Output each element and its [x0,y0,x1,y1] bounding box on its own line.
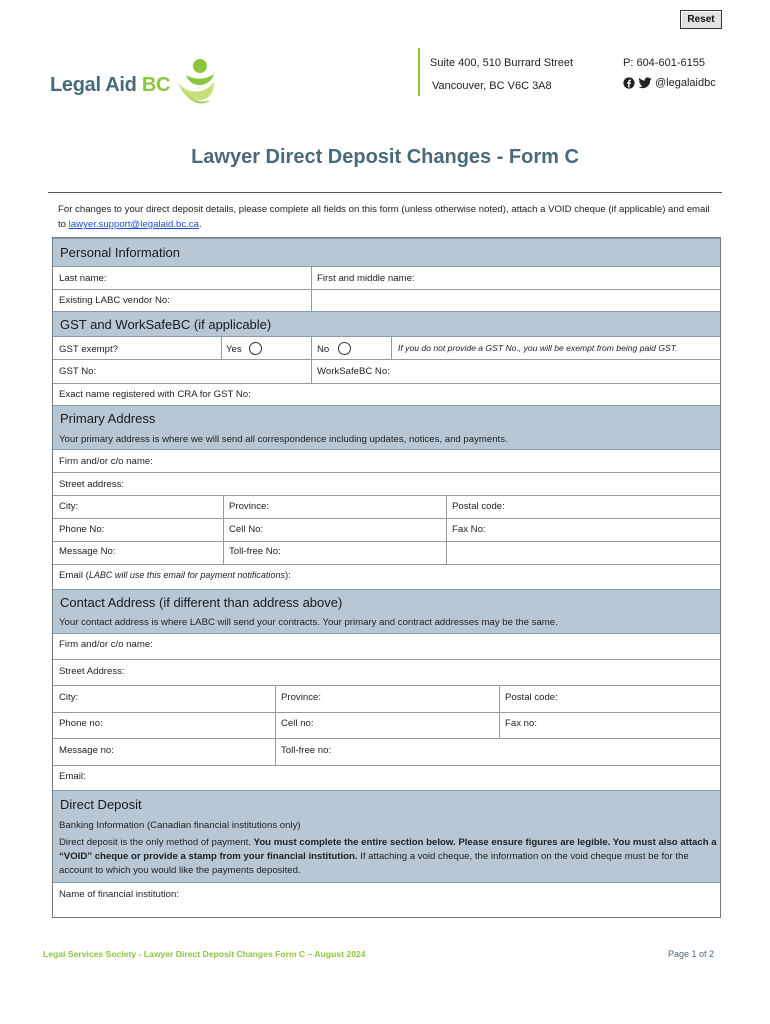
contact-email-field[interactable]: Email: [59,771,86,782]
section-subtext: Your contact address is where LABC will send your contracts. Your primary and contract addresses may be the same. [59,617,558,628]
primary-city-field[interactable]: City: [59,501,79,512]
section-heading: Personal Information [60,245,180,260]
banking-info-label: Banking Information (Canadian financial institutions only) [59,820,301,831]
contact-city-field[interactable]: City: [59,692,79,703]
primary-message-field[interactable]: Message No: [59,546,116,557]
section-heading: Direct Deposit [60,797,142,812]
direct-deposit-instructions: Direct deposit is the only method of payment. You must complete the entire section below. Please ensure figures are legible. You must also attach a “VOID” cheque or provide a stamp from your financial institution. If attaching a void cheque, the information on the void cheque must be for the account to which you would like the payments deposited. [59,837,717,876]
facebook-icon[interactable] [623,77,635,89]
section-contact-address [53,589,720,634]
page-title: Lawyer Direct Deposit Changes - Form C [191,146,579,168]
contact-street-field[interactable]: Street Address: [59,666,125,677]
section-heading: Primary Address [60,411,156,426]
twitter-icon[interactable] [638,77,652,89]
social-links [623,77,716,89]
primary-phone-field[interactable]: Phone No: [59,524,105,535]
section-subtext: Your primary address is where we will send all correspondence including updates, notices, and payments. [59,434,508,445]
primary-email-field[interactable]: Email (LABC will use this email for payment notifications): [59,570,291,581]
contact-fax-field[interactable]: Fax no: [505,718,537,729]
section-heading: GST and WorkSafeBC (if applicable) [60,317,272,332]
intro-text: For changes to your direct deposit details, please complete all fields on this form (unless otherwise noted), attach a VOID cheque (if applicable) and email to lawyer.support@legalaid.bc.ca. [58,204,710,230]
primary-fax-field[interactable]: Fax No: [452,524,486,535]
contact-phone-field[interactable]: Phone no: [59,718,103,729]
primary-firm-field[interactable]: Firm and/or c/o name: [59,456,153,467]
contact-province-field[interactable]: Province: [281,692,321,703]
gst-exempt-no-label: No [317,344,330,355]
logo-figure-icon [172,58,216,112]
first-middle-name-field[interactable]: First and middle name: [317,273,415,284]
gst-note: If you do not provide a GST No., you will be exempt from being paid GST. [398,343,678,353]
reset-button[interactable]: Reset [680,10,722,29]
address-line-1: Suite 400, 510 Burrard Street [430,57,574,69]
social-handle[interactable]: @legalaidbc [655,77,716,89]
vendor-number-field[interactable]: Existing LABC vendor No: [59,295,170,306]
section-heading: Contact Address (if different than address above) [60,595,343,610]
gst-exempt-no-radio[interactable] [338,342,351,355]
header-divider [418,48,420,96]
last-name-field[interactable]: Last name: [59,273,107,284]
contact-cell-field[interactable]: Cell no: [281,718,314,729]
worksafebc-number-field[interactable]: WorkSafeBC No: [317,366,390,377]
section-primary-address [53,405,720,450]
primary-cell-field[interactable]: Cell No: [229,524,264,535]
financial-institution-field[interactable]: Name of financial institution: [59,889,179,900]
gst-exempt-yes-label: Yes [226,344,242,355]
title-rule [48,192,722,193]
section-gst-worksafebc [53,311,720,337]
footer-form-title: Legal Services Society - Lawyer Direct Deposit Changes Form C – August 2024 [43,949,366,959]
primary-tollfree-field[interactable]: Toll-free No: [229,546,281,557]
primary-province-field[interactable]: Province: [229,501,269,512]
page-number: Page 1 of 2 [668,949,715,959]
logo-wordmark: Legal Aid BC [50,74,171,96]
gst-exempt-label: GST exempt? [59,344,119,355]
legal-aid-bc-logo [50,56,220,112]
address-line-2: Vancouver, BC V6C 3A8 [432,80,552,92]
deposit-form [52,237,721,918]
contact-postal-field[interactable]: Postal code: [505,692,558,703]
phone-number: P: 604-601-6155 [623,57,705,69]
contact-tollfree-field[interactable]: Toll-free no: [281,745,332,756]
section-personal-information [53,238,720,267]
cra-name-field[interactable]: Exact name registered with CRA for GST No: [59,389,251,400]
contact-firm-field[interactable]: Firm and/or c/o name: [59,639,153,650]
gst-exempt-yes-radio[interactable] [249,342,262,355]
gst-number-field[interactable]: GST No: [59,366,97,377]
primary-postal-field[interactable]: Postal code: [452,501,505,512]
contact-message-field[interactable]: Message no: [59,745,114,756]
primary-street-field[interactable]: Street address: [59,479,125,490]
support-email-link[interactable]: lawyer.support@legalaid.bc.ca [68,219,199,230]
